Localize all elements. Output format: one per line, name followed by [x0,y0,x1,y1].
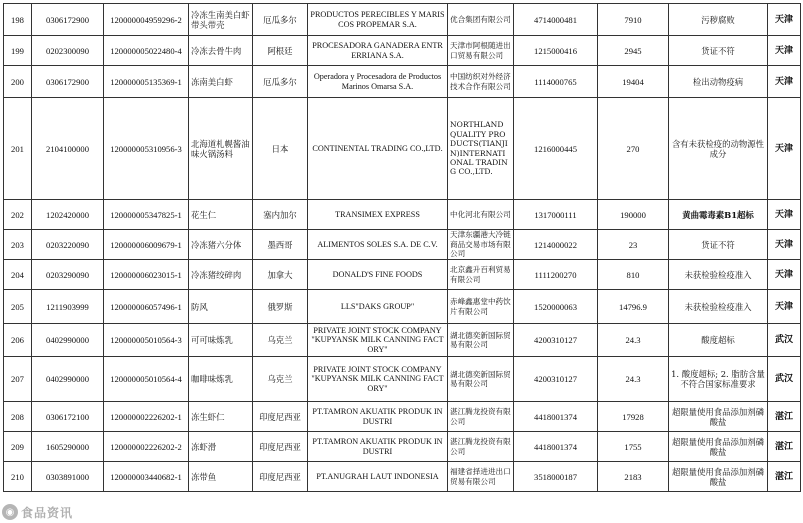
port: 天津 [768,200,801,230]
importer-code: 4418001374 [514,402,598,432]
origin-country: 加拿大 [253,260,308,290]
producer-name: PROCESADORA GANADERA ENTRERRIANA S.A. [308,36,448,66]
hs-code: 0402990000 [32,324,104,357]
port: 湛江 [768,432,801,462]
importer-name: 天津市阿根随进出口贸易有限公司 [448,36,514,66]
importer-name: 湖北德奕新国际贸易有限公司 [448,324,514,357]
rejection-reason: 超限量使用食品添加剂磷酸盐 [669,462,768,492]
logo-icon: ◉ [2,504,18,520]
certificate-number: 120000003440682-1 [104,462,189,492]
row-number: 210 [4,462,32,492]
hs-code: 2104100000 [32,98,104,200]
port: 天津 [768,66,801,98]
product-name: 冷冻生南美白虾带头带壳 [189,4,253,36]
rejection-reason: 超限量使用食品添加剂磷酸盐 [669,432,768,462]
certificate-number: 120000005135369-1 [104,66,189,98]
origin-country: 墨西哥 [253,230,308,260]
row-number: 206 [4,324,32,357]
importer-code: 1520000063 [514,290,598,324]
certificate-number: 120000004959296-2 [104,4,189,36]
origin-country: 印度尼西亚 [253,432,308,462]
rejection-reason: 未获检验检疫准入 [669,260,768,290]
producer-name: PRIVATE JOINT STOCK COMPANY "KUPYANSK MILK CANNING FACTORY" [308,324,448,357]
row-number: 199 [4,36,32,66]
product-name: 冻带鱼 [189,462,253,492]
port: 湛江 [768,462,801,492]
weight: 24.3 [598,357,669,402]
watermark-text: 食品资讯 [21,505,74,520]
importer-code: 1317000111 [514,200,598,230]
rejection-reason: 货证不符 [669,230,768,260]
importer-code: 4200310127 [514,357,598,402]
rejection-reason: 检出动物疫病 [669,66,768,98]
certificate-number: 120000002226202-2 [104,432,189,462]
table-row [4,66,801,98]
importer-name: 中化河北有限公司 [448,200,514,230]
origin-country: 日本 [253,98,308,200]
importer-code: 1216000445 [514,98,598,200]
weight: 14796.9 [598,290,669,324]
table-row [4,432,801,462]
origin-country: 印度尼西亚 [253,462,308,492]
certificate-number: 120000005010564-4 [104,357,189,402]
rejected-imports-table [3,3,801,492]
importer-code: 4714000481 [514,4,598,36]
hs-code: 0202300090 [32,36,104,66]
weight: 23 [598,230,669,260]
importer-code: 3518000187 [514,462,598,492]
importer-name: 湛江腾龙投资有限公司 [448,402,514,432]
importer-name: 中国纺织对外经济技术合作有限公司 [448,66,514,98]
weight: 2183 [598,462,669,492]
origin-country: 厄瓜多尔 [253,4,308,36]
origin-country: 塞内加尔 [253,200,308,230]
row-number: 205 [4,290,32,324]
port: 天津 [768,98,801,200]
hs-code: 1202420000 [32,200,104,230]
producer-name: PT.TAMRON AKUATIK PRODUK INDUSTRI [308,432,448,462]
port: 湛江 [768,402,801,432]
port: 武汉 [768,324,801,357]
table-row [4,402,801,432]
port: 天津 [768,4,801,36]
product-name: 可可味炼乳 [189,324,253,357]
product-name: 冻生虾仁 [189,402,253,432]
row-number: 208 [4,402,32,432]
importer-name: 天津东疆港大冷链商品交易市场有限公司 [448,230,514,260]
hs-code: 0402990000 [32,357,104,402]
table-row [4,260,801,290]
origin-country: 俄罗斯 [253,290,308,324]
producer-name: ALIMENTOS SOLES S.A. DE C.V. [308,230,448,260]
certificate-number: 120000006057496-1 [104,290,189,324]
producer-name: TRANSIMEX EXPRESS [308,200,448,230]
product-name: 咖啡味炼乳 [189,357,253,402]
certificate-number: 120000006009679-1 [104,230,189,260]
rejection-reason: 货证不符 [669,36,768,66]
producer-name: PRODUCTOS PERECIBLES Y MARISCOS PROPEMAR S.A. [308,4,448,36]
port: 天津 [768,36,801,66]
product-name: 冻虾滑 [189,432,253,462]
table-row [4,324,801,357]
row-number: 209 [4,432,32,462]
importer-name: 赤峰鑫惠堂中药饮片有限公司 [448,290,514,324]
rejection-reason: 酸度超标 [669,324,768,357]
certificate-number: 120000005347825-1 [104,200,189,230]
producer-name: Operadora y Procesadora de Productos Marinos Omarsa S.A. [308,66,448,98]
weight: 190000 [598,200,669,230]
importer-name: 湖北德奕新国际贸易有限公司 [448,357,514,402]
port: 天津 [768,260,801,290]
row-number: 202 [4,200,32,230]
port: 天津 [768,290,801,324]
product-name: 北海道札幌酱油味火锅汤料 [189,98,253,200]
importer-code: 1214000022 [514,230,598,260]
rejection-reason: 污秽腐败 [669,4,768,36]
product-name: 冷冻猪六分体 [189,230,253,260]
port: 武汉 [768,357,801,402]
weight: 270 [598,98,669,200]
product-name: 花生仁 [189,200,253,230]
importer-code: 1111200270 [514,260,598,290]
weight: 19404 [598,66,669,98]
certificate-number: 120000005010564-3 [104,324,189,357]
watermark [2,503,73,521]
table-row [4,98,801,200]
table-row [4,290,801,324]
hs-code: 1211903999 [32,290,104,324]
producer-name: LLS"DAKS GROUP" [308,290,448,324]
rejection-reason: 超限量使用食品添加剂磷酸盐 [669,402,768,432]
importer-name: 优合集团有限公司 [448,4,514,36]
importer-name: NORTHLAND QUALITY PRODUCTS(TIANJIN)INTERNATIONAL TRADING CO.,LTD. [448,98,514,200]
port: 天津 [768,230,801,260]
rejection-reason: 黄曲霉毒素B1超标 [669,200,768,230]
weight: 1755 [598,432,669,462]
producer-name: PT.TAMRON AKUATIK PRODUK INDUSTRI [308,402,448,432]
weight: 24.3 [598,324,669,357]
hs-code: 0303891000 [32,462,104,492]
product-name: 冻南美白虾 [189,66,253,98]
weight: 2945 [598,36,669,66]
hs-code: 1605290000 [32,432,104,462]
producer-name: PT.ANUGRAH LAUT INDONESIA [308,462,448,492]
rejection-reason: 未获检验检疫准入 [669,290,768,324]
certificate-number: 120000005022480-4 [104,36,189,66]
table-row [4,36,801,66]
row-number: 200 [4,66,32,98]
rejection-reason: 1. 酸度超标; 2. 脂肪含量不符合国家标准要求 [669,357,768,402]
hs-code: 0306172100 [32,402,104,432]
certificate-number: 120000005310956-3 [104,98,189,200]
importer-name: 湛江腾龙投资有限公司 [448,432,514,462]
hs-code: 0203290090 [32,260,104,290]
row-number: 201 [4,98,32,200]
table-row [4,357,801,402]
origin-country: 阿根廷 [253,36,308,66]
origin-country: 厄瓜多尔 [253,66,308,98]
producer-name: PRIVATE JOINT STOCK COMPANY "KUPYANSK MILK CANNING FACTORY" [308,357,448,402]
product-name: 冷冻去骨牛肉 [189,36,253,66]
producer-name: CONTINENTAL TRADING CO.,LTD. [308,98,448,200]
product-name: 冷冻猪绞碎肉 [189,260,253,290]
row-number: 204 [4,260,32,290]
importer-code: 4200310127 [514,324,598,357]
row-number: 203 [4,230,32,260]
table-row [4,230,801,260]
origin-country: 乌克兰 [253,357,308,402]
certificate-number: 120000006023015-1 [104,260,189,290]
weight: 810 [598,260,669,290]
importer-code: 4418001374 [514,432,598,462]
rejection-reason: 含有未获检疫的动物源性成分 [669,98,768,200]
producer-name: DONALD'S FINE FOODS [308,260,448,290]
table-row [4,462,801,492]
importer-code: 1215000416 [514,36,598,66]
hs-code: 0306172900 [32,4,104,36]
origin-country: 印度尼西亚 [253,402,308,432]
importer-code: 1114000765 [514,66,598,98]
row-number: 207 [4,357,32,402]
weight: 17928 [598,402,669,432]
weight: 7910 [598,4,669,36]
certificate-number: 120000002226202-1 [104,402,189,432]
importer-name: 北京鑫升百利贸易有限公司 [448,260,514,290]
origin-country: 乌克兰 [253,324,308,357]
hs-code: 0203220090 [32,230,104,260]
hs-code: 0306172900 [32,66,104,98]
importer-name: 福建省择进进出口贸易有限公司 [448,462,514,492]
row-number: 198 [4,4,32,36]
table-row [4,200,801,230]
table-row [4,4,801,36]
product-name: 防风 [189,290,253,324]
